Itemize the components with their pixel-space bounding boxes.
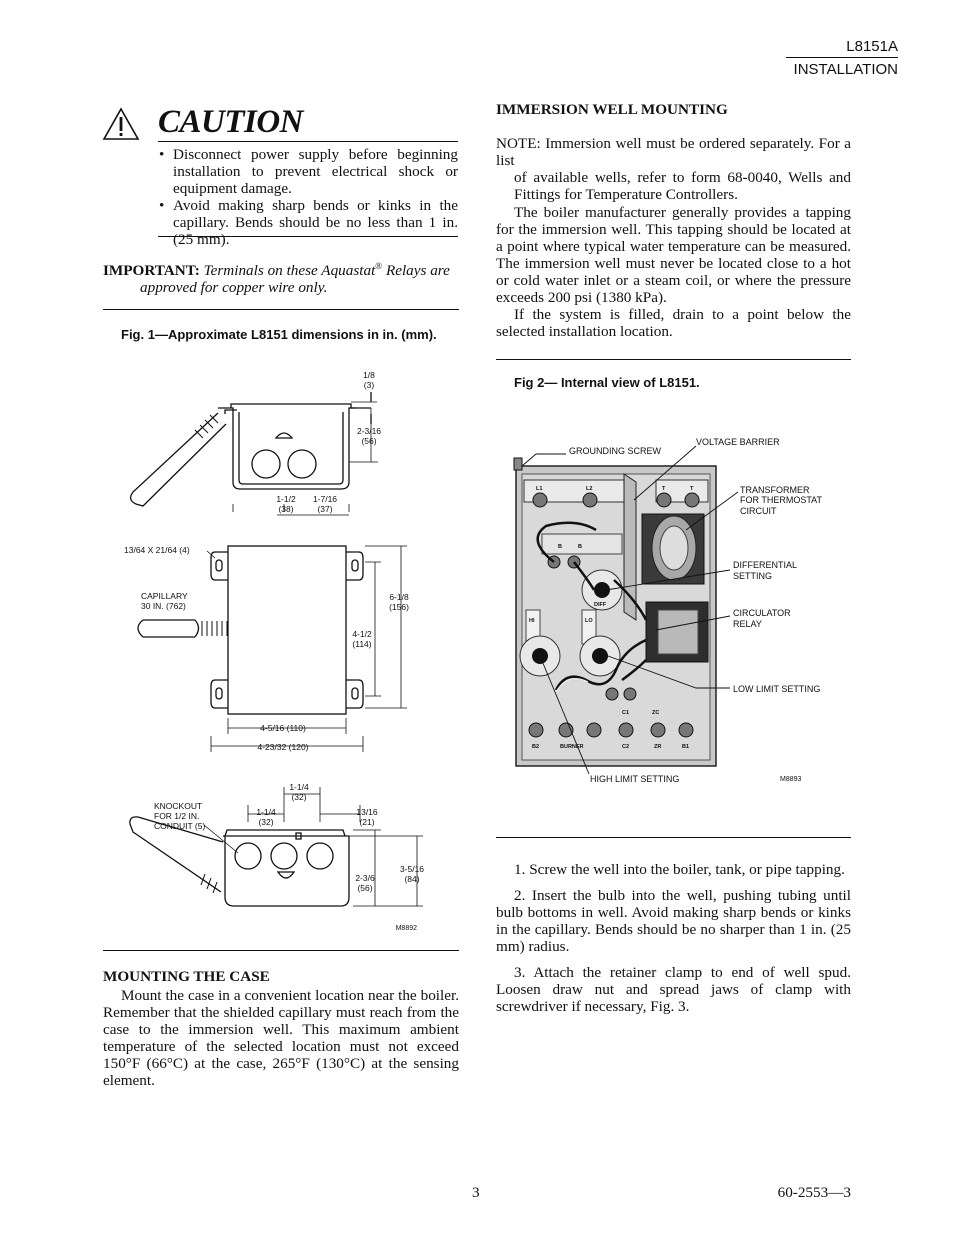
- dim-label: (114): [352, 639, 372, 649]
- terminal-label: LO: [585, 618, 593, 624]
- step-item: 2. Insert the bulb into the well, pushing tubing until bulb bottoms in well. Avoid making sharp bends or kinks in the capillary. Bends should be no sharper than 1 in. (25 mm) radius.: [496, 887, 851, 955]
- dim-label: 4-1/2: [352, 629, 372, 639]
- immersion-paragraph: If the system is filled, drain to a point below the selected installation location.: [496, 306, 851, 340]
- figure1-rule: [103, 309, 459, 310]
- dim-label: 1/8: [363, 370, 375, 380]
- terminal-label: B: [578, 544, 582, 550]
- section-name: INSTALLATION: [793, 61, 898, 78]
- dim-label: (156): [389, 602, 409, 612]
- step-item: 3. Attach the retainer clamp to end of well spud. Loosen draw nut and spread jaws of clamp with screwdriver if necessary, Fig. 3.: [496, 964, 851, 1015]
- figure-code: M8892: [395, 925, 417, 932]
- dim-label: (38): [278, 504, 294, 514]
- figure1-dimension-drawing: [103, 362, 459, 937]
- caution-title: CAUTION: [158, 104, 304, 140]
- important-text-c: approved for copper wire only.: [140, 279, 328, 297]
- caution-item: • Disconnect power supply before beginning installation to prevent electrical shock or equipment damage.: [159, 146, 458, 197]
- important-text-a: Terminals on these Aquastat: [203, 262, 376, 280]
- dim-label: CAPILLARY: [141, 591, 188, 601]
- steps-rule: [496, 837, 851, 838]
- dim-label: 13/64 X 21/64 (4): [124, 545, 190, 555]
- dim-label: 1-7/16: [312, 494, 338, 504]
- mounting-title: MOUNTING THE CASE: [103, 968, 270, 985]
- terminal-label: T: [690, 486, 694, 492]
- dim-label: (3): [363, 380, 375, 390]
- terminal-label: L2: [586, 486, 593, 492]
- terminal-label: T: [662, 486, 666, 492]
- mounting-body: Mount the case in a convenient location near the boiler. Remember that the shielded capillary must reach from the case to the immersion well. This maximum ambient temperature of the selected location must not exceed 150°F (66°C) at the case, 265°F (130°C) at the sensing element.: [103, 987, 459, 1089]
- terminal-label: ZC: [652, 710, 660, 716]
- terminal-label: C2: [622, 744, 630, 750]
- figure2-caption: Fig 2— Internal view of L8151.: [514, 375, 700, 390]
- transformer-label: TRANSFORMER: [740, 485, 810, 495]
- figure-code: M8893: [780, 776, 802, 783]
- dim-label: 2-3/6: [355, 873, 375, 883]
- mounting-rule: [103, 950, 459, 951]
- dim-label: 4-5/16 (110): [260, 723, 306, 733]
- dim-label: 1-1/4: [256, 807, 276, 817]
- dim-label: 1-1/4: [289, 782, 309, 792]
- dim-label: 4-23/32 (120): [257, 742, 309, 752]
- dim-label: 13/16: [356, 807, 378, 817]
- note-rest: of available wells, refer to form 68-0040, Wells and Fittings for Temperature Controllers.: [514, 169, 851, 203]
- immersion-note: [496, 135, 851, 203]
- dim-label: (56): [357, 883, 373, 893]
- caution-rule-bottom: [158, 236, 458, 237]
- dim-label: KNOCKOUT: [154, 801, 203, 811]
- differential-label: SETTING: [733, 571, 773, 581]
- dim-label: (84): [404, 874, 420, 884]
- dim-label: (32): [291, 792, 307, 802]
- immersion-title: IMMERSION WELL MOUNTING: [496, 101, 728, 118]
- dim-label: CONDUIT (5): [154, 821, 206, 831]
- caution-item: • Avoid making sharp bends or kinks in the capillary. Bends should be no less than 1 in. (25 mm).: [159, 197, 458, 248]
- dim-label: 3-5/16: [399, 864, 425, 874]
- figure1-caption: Fig. 1—Approximate L8151 dimensions in in. (mm).: [121, 327, 437, 342]
- dim-label: 1-1/2: [276, 494, 296, 504]
- terminal-label: DIFF: [594, 602, 607, 608]
- dim-label: FOR 1/2 IN.: [154, 811, 200, 821]
- registered-mark: ®: [375, 261, 383, 271]
- document-number: 60-2553—3: [777, 1184, 851, 1201]
- model-number: L8151A: [846, 38, 898, 55]
- important-text-b: Relays are: [382, 262, 450, 280]
- figure2-rule: [496, 359, 851, 360]
- terminal-label: ZR: [654, 744, 662, 750]
- terminal-label: L1: [536, 486, 543, 492]
- terminal-label: B1: [682, 744, 690, 750]
- dim-label: (37): [317, 504, 333, 514]
- page-header: [786, 37, 898, 79]
- caution-rule-top: [158, 141, 458, 142]
- note-first-line: NOTE: Immersion well must be ordered separately. For a list: [496, 135, 851, 169]
- figure2-internal-view: [496, 430, 851, 790]
- voltage-barrier-label: VOLTAGE BARRIER: [696, 437, 780, 447]
- terminal-label: B2: [532, 744, 540, 750]
- terminal-label: HI: [529, 618, 535, 624]
- low-limit-label: LOW LIMIT SETTING: [733, 684, 821, 694]
- dim-label: (21): [359, 817, 375, 827]
- important-note: [103, 258, 459, 296]
- page-number: 3: [472, 1184, 480, 1201]
- high-limit-label: HIGH LIMIT SETTING: [590, 774, 680, 784]
- terminal-label: B: [558, 544, 562, 550]
- grounding-screw-label: GROUNDING SCREW: [569, 446, 661, 456]
- caution-list: [158, 146, 458, 248]
- warning-triangle-icon: [102, 107, 140, 141]
- dim-label: 6-1/8: [389, 592, 409, 602]
- immersion-paragraph: The boiler manufacturer generally provides a tapping for the immersion well. This tapping should be located at a point where typical water temperature can be measured. The immersion well must never be located close to a hot or cold water inlet or a steam coil, or where the pressure exceeds 200 psi (1380 kPa).: [496, 204, 851, 306]
- circulator-label: RELAY: [733, 619, 762, 629]
- dim-label: 2-3/16: [356, 426, 382, 436]
- important-label: IMPORTANT:: [103, 262, 200, 280]
- circulator-label: CIRCULATOR: [733, 608, 791, 618]
- dim-label: 30 IN. (762): [141, 601, 186, 611]
- terminal-label: BURNER: [560, 744, 584, 750]
- dim-label: (56): [361, 436, 377, 446]
- dim-label: (32): [258, 817, 274, 827]
- step-item: 1. Screw the well into the boiler, tank, or pipe tapping.: [514, 861, 845, 878]
- installation-steps: [496, 861, 851, 1024]
- transformer-label: FOR THERMOSTAT: [740, 495, 822, 505]
- transformer-label: CIRCUIT: [740, 506, 777, 516]
- header-rule: [786, 57, 898, 58]
- differential-label: DIFFERENTIAL: [733, 560, 798, 570]
- terminal-label: C1: [622, 710, 630, 716]
